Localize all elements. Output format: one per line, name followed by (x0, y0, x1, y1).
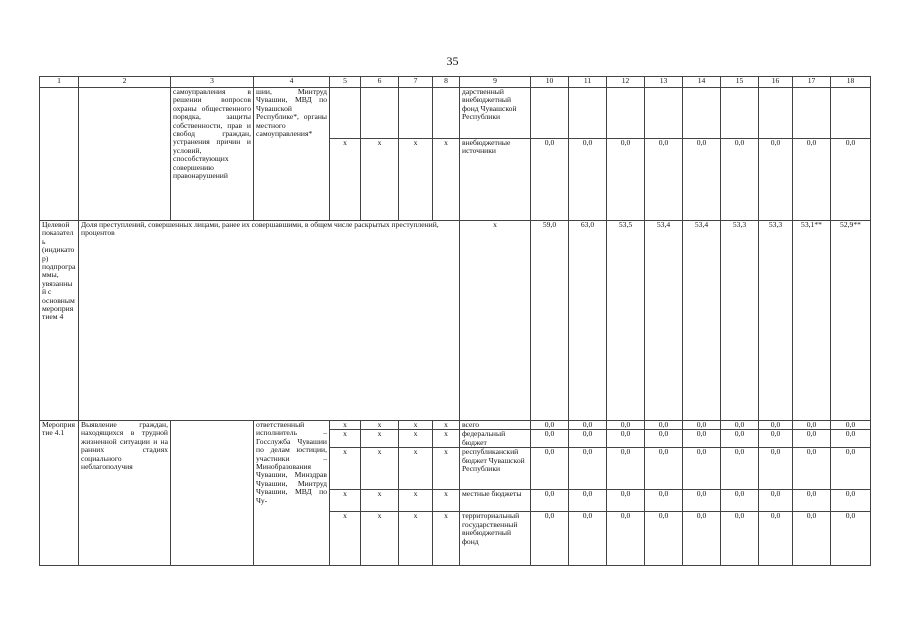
funding-source: дарственный внебюджетный фонд Чувашской Республики (460, 88, 531, 139)
empty-cell (361, 88, 399, 139)
empty-cell (433, 88, 460, 139)
value-cell: 0,0 (831, 139, 871, 221)
x-mark: x (399, 448, 433, 490)
value-cell: 0,0 (569, 139, 607, 221)
value-cell: 0,0 (721, 139, 759, 221)
value-cell: 0,0 (531, 512, 569, 566)
funding-source: местные бюджеты (460, 490, 531, 512)
value-cell: 0,0 (683, 512, 721, 566)
value-cell: 0,0 (831, 490, 871, 512)
funding-source: территориальный государственный внебюджетный фонд (460, 512, 531, 566)
value-cell: 0,0 (645, 490, 683, 512)
value-cell: 0,0 (607, 430, 645, 448)
x-mark: x (361, 421, 399, 430)
empty-cell (399, 88, 433, 139)
x-mark: x (399, 490, 433, 512)
col-header: 8 (433, 77, 460, 88)
empty-cell (40, 88, 79, 221)
value-cell: 0,0 (759, 139, 793, 221)
value-cell: 0,0 (831, 512, 871, 566)
x-mark: x (433, 139, 460, 221)
x-mark: x (433, 512, 460, 566)
value-cell: 0,0 (683, 421, 721, 430)
value-cell: 0,0 (683, 448, 721, 490)
column-number-row (40, 77, 871, 88)
activity-label: Мероприятие 4.1 (40, 421, 79, 566)
indicator-value: 53,3 (721, 221, 759, 421)
indicator-value: 53,4 (645, 221, 683, 421)
value-cell: 0,0 (683, 490, 721, 512)
value-cell: 0,0 (607, 448, 645, 490)
value-cell: 0,0 (793, 448, 831, 490)
value-cell: 0,0 (607, 421, 645, 430)
value-cell: 0,0 (759, 512, 793, 566)
x-mark: x (330, 421, 361, 430)
col-header: 7 (399, 77, 433, 88)
col-header: 18 (831, 77, 871, 88)
x-mark: x (361, 448, 399, 490)
col-header: 2 (79, 77, 171, 88)
value-cell: 0,0 (721, 448, 759, 490)
indicator-value: 53,5 (607, 221, 645, 421)
x-mark: x (361, 512, 399, 566)
value-cell: 0,0 (569, 490, 607, 512)
x-mark: x (330, 139, 361, 221)
value-cell: 0,0 (793, 490, 831, 512)
col-header: 12 (607, 77, 645, 88)
x-mark: x (433, 430, 460, 448)
funding-source: федеральный бюджет (460, 430, 531, 448)
x-mark: x (361, 430, 399, 448)
indicator-value: 53,3 (759, 221, 793, 421)
value-cell: 0,0 (645, 421, 683, 430)
value-cell: 0,0 (721, 490, 759, 512)
value-cell: 0,0 (759, 448, 793, 490)
value-cell: 0,0 (607, 139, 645, 221)
col-header: 4 (254, 77, 330, 88)
x-mark: x (361, 490, 399, 512)
activity-executors: ответственный исполнитель – Госслужба Чувашии по делам юстиции, участники – Минобразования Чувашии, Минздрав Чувашии, Минтруд Чувашии, МВД по Чу- (254, 421, 330, 566)
col-header: 16 (759, 77, 793, 88)
value-cell: 0,0 (569, 430, 607, 448)
col-header: 3 (171, 77, 254, 88)
x-mark: x (399, 421, 433, 430)
value-cell: 0,0 (645, 139, 683, 221)
x-mark: x (399, 430, 433, 448)
col-header: 9 (460, 77, 531, 88)
col-header: 11 (569, 77, 607, 88)
value-cell: 0,0 (531, 448, 569, 490)
empty-cell (330, 88, 361, 139)
col-header: 5 (330, 77, 361, 88)
indicator-row (40, 221, 871, 421)
value-cell: 0,0 (645, 512, 683, 566)
value-cell: 0,0 (645, 430, 683, 448)
col-header: 13 (645, 77, 683, 88)
x-mark: x (433, 490, 460, 512)
col-header: 17 (793, 77, 831, 88)
value-cell: 0,0 (569, 448, 607, 490)
value-cell: 0,0 (759, 421, 793, 430)
value-cell: 0,0 (569, 512, 607, 566)
indicator-value: 59,0 (531, 221, 569, 421)
x-mark: x (433, 421, 460, 430)
value-cell: 0,0 (831, 421, 871, 430)
value-cell: 0,0 (759, 490, 793, 512)
value-cell: 0,0 (569, 421, 607, 430)
indicator-text: Доля преступлений, совершенных лицами, ранее их совершавшими, в общем числе раскрытых преступлений, процентов (79, 221, 460, 421)
value-cell: 0,0 (531, 421, 569, 430)
value-cell: 0,0 (645, 448, 683, 490)
value-cell: 0,0 (607, 490, 645, 512)
value-cell: 0,0 (793, 430, 831, 448)
col-header: 15 (721, 77, 759, 88)
indicator-value: 52,9** (831, 221, 871, 421)
empty-cell (171, 421, 254, 566)
value-cell: 0,0 (793, 139, 831, 221)
x-mark: x (399, 512, 433, 566)
indicator-value: 53,1** (793, 221, 831, 421)
indicator-value: 53,4 (683, 221, 721, 421)
value-cell: 0,0 (793, 421, 831, 430)
funding-source: республиканский бюджет Чувашской Республики (460, 448, 531, 490)
value-cell: 0,0 (721, 512, 759, 566)
value-cell: 0,0 (683, 139, 721, 221)
col-header: 10 (531, 77, 569, 88)
col-header: 6 (361, 77, 399, 88)
activity-description: самоуправления в решении вопросов охраны общественного порядка, защиты собственности, прав и свобод граждан, устранения причин и условий, способствующих совершению правонарушений (171, 88, 254, 221)
page-number: 35 (446, 54, 459, 68)
activity-name: Выявление граждан, находящихся в трудной жизненной ситуации и на ранних стадиях социального неблагополучия (79, 421, 171, 566)
budget-table (39, 76, 871, 566)
value-cell: 0,0 (831, 448, 871, 490)
x-mark: x (460, 221, 531, 421)
value-cell: 0,0 (531, 490, 569, 512)
value-cell: 0,0 (759, 430, 793, 448)
value-cell: 0,0 (793, 512, 831, 566)
x-mark: x (330, 448, 361, 490)
value-cell: 0,0 (531, 430, 569, 448)
value-cell: 0,0 (683, 430, 721, 448)
x-mark: x (399, 139, 433, 221)
funding-source: внебюджетные источники (460, 139, 531, 221)
x-mark: x (361, 139, 399, 221)
value-cell: 0,0 (531, 139, 569, 221)
empty-cell (79, 88, 171, 221)
value-cell: 0,0 (607, 512, 645, 566)
x-mark: x (330, 490, 361, 512)
executors-cell: шии, Минтруд Чувашии, МВД по Чувашской Республике*, органы местного самоуправления* (254, 88, 330, 221)
col-header: 1 (40, 77, 79, 88)
table-row (40, 88, 871, 139)
col-header: 14 (683, 77, 721, 88)
indicator-value: 63,0 (569, 221, 607, 421)
value-cell: 0,0 (721, 421, 759, 430)
value-cell: 0,0 (721, 430, 759, 448)
x-mark: x (433, 448, 460, 490)
table-row (40, 421, 871, 430)
value-cell: 0,0 (831, 430, 871, 448)
funding-source: всего (460, 421, 531, 430)
indicator-label: Целевой показатель (индикатор) подпрограммы, увязанный с основным мероприятием 4 (40, 221, 79, 421)
x-mark: x (330, 512, 361, 566)
x-mark: x (330, 430, 361, 448)
